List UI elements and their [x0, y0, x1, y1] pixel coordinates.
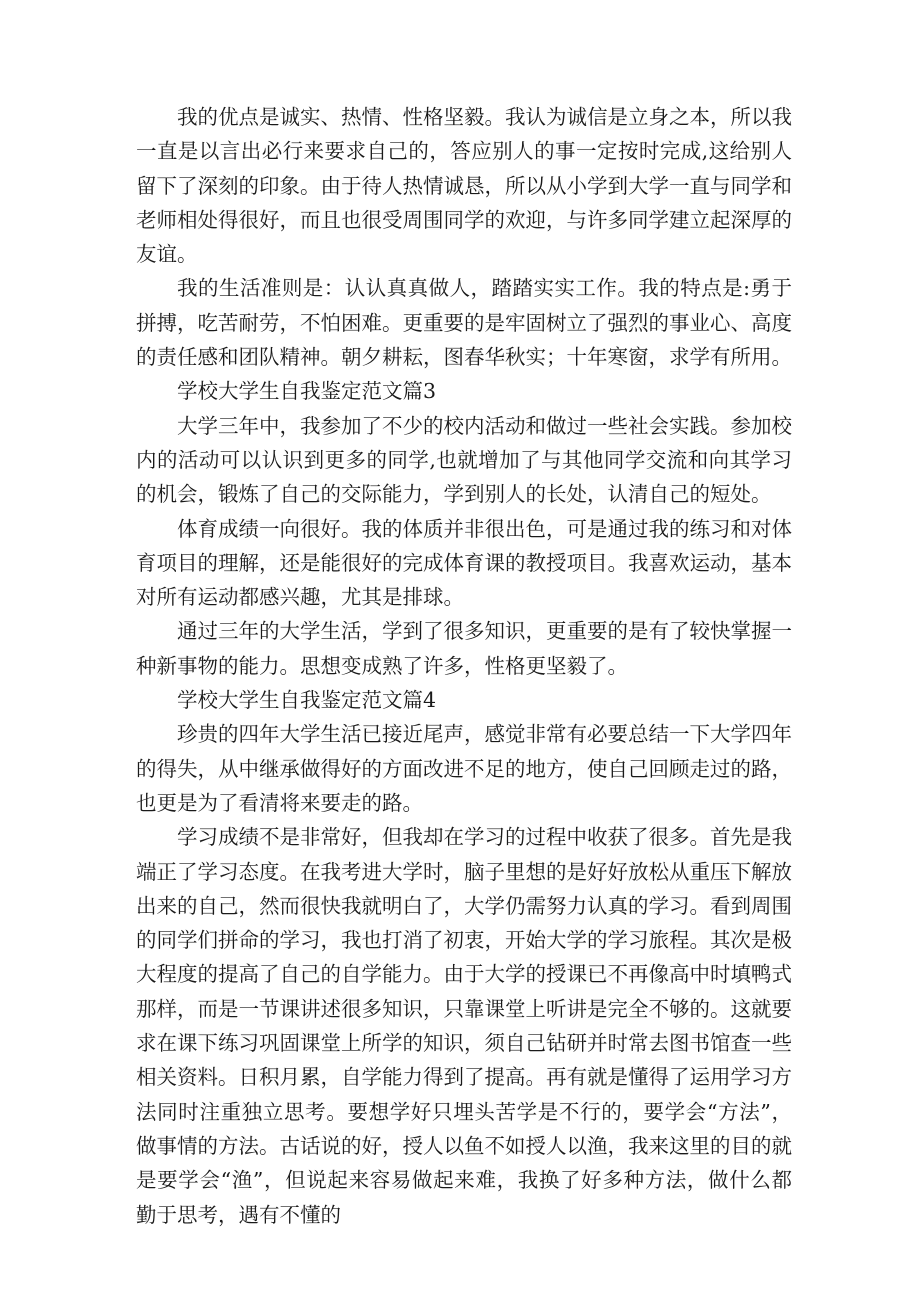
paragraph: 学习成绩不是非常好，但我却在学习的过程中收获了很多。首先是我端正了学习态度。在我考进大学时，脑子里想的是好好放松从重压下解放出来的自己，然而很快我就明白了，大学仍需努力认真的学习。看到周围的同学们拼命的学习，我也打消了初衷，开始大学的学习旅程。其次是极大程度的提高了自己的自学能力。由于大学的授课已不再像高中时填鸭式那样，而是一节课讲述很多知识，只靠课堂上听讲是完全不够的。这就要求在课下练习巩固课堂上所学的知识，须自己钻研并时常去图书馆查一些相关资料。日积月累，自学能力得到了提高。再有就是懂得了运用学习方法同时注重独立思考。要想学好只埋头苦学是不行的，要学会“方法”，做事情的方法。古话说的好，授人以鱼不如授人以渔，我来这里的目的就是要学会“渔”，但说起来容易做起来难，我换了好多种方法，做什么都勤于思考，遇有不懂的 [136, 825, 792, 1227]
paragraph: 大学三年中，我参加了不少的校内活动和做过一些社会实践。参加校内的活动可以认识到更多的同学,也就增加了与其他同学交流和向其学习的机会，锻炼了自己的交际能力，学到别人的长处，认清自己的短处。 [136, 413, 792, 507]
document-body [136, 100, 792, 1232]
paragraph: 通过三年的大学生活，学到了很多知识，更重要的是有了较快掌握一种新事物的能力。思想变成熟了许多，性格更坚毅了。 [136, 619, 792, 678]
paragraph: 我的优点是诚实、热情、性格坚毅。我认为诚信是立身之本，所以我一直是以言出必行来要求自己的，答应别人的事一定按时完成,这给别人留下了深刻的印象。由于待人热情诚恳，所以从小学到大学一直与同学和老师相处得很好，而且也很受周围同学的欢迎，与许多同学建立起深厚的友谊。 [136, 105, 792, 267]
section-heading: 学校大学生自我鉴定范文篇3 [177, 379, 437, 404]
paragraph: 珍贵的四年大学生活已接近尾声，感觉非常有必要总结一下大学四年的得失，从中继承做得好的方面改进不足的地方，使自己回顾走过的路，也更是为了看清将来要走的路。 [136, 722, 792, 815]
paragraph: 体育成绩一向很好。我的体质并非很出色，可是通过我的练习和对体育项目的理解，还是能很好的完成体育课的教授项目。我喜欢运动，基本对所有运动都感兴趣，尤其是排球。 [136, 516, 792, 610]
section-heading: 学校大学生自我鉴定范文篇4 [177, 688, 437, 713]
paragraph: 我的生活准则是：认认真真做人，踏踏实实工作。我的特点是:勇于拼搏，吃苦耐劳，不怕困难。更重要的是牢固树立了强烈的事业心、高度的责任感和团队精神。朝夕耕耘，图春华秋实；十年寒窗，求学有所用。 [136, 276, 792, 370]
